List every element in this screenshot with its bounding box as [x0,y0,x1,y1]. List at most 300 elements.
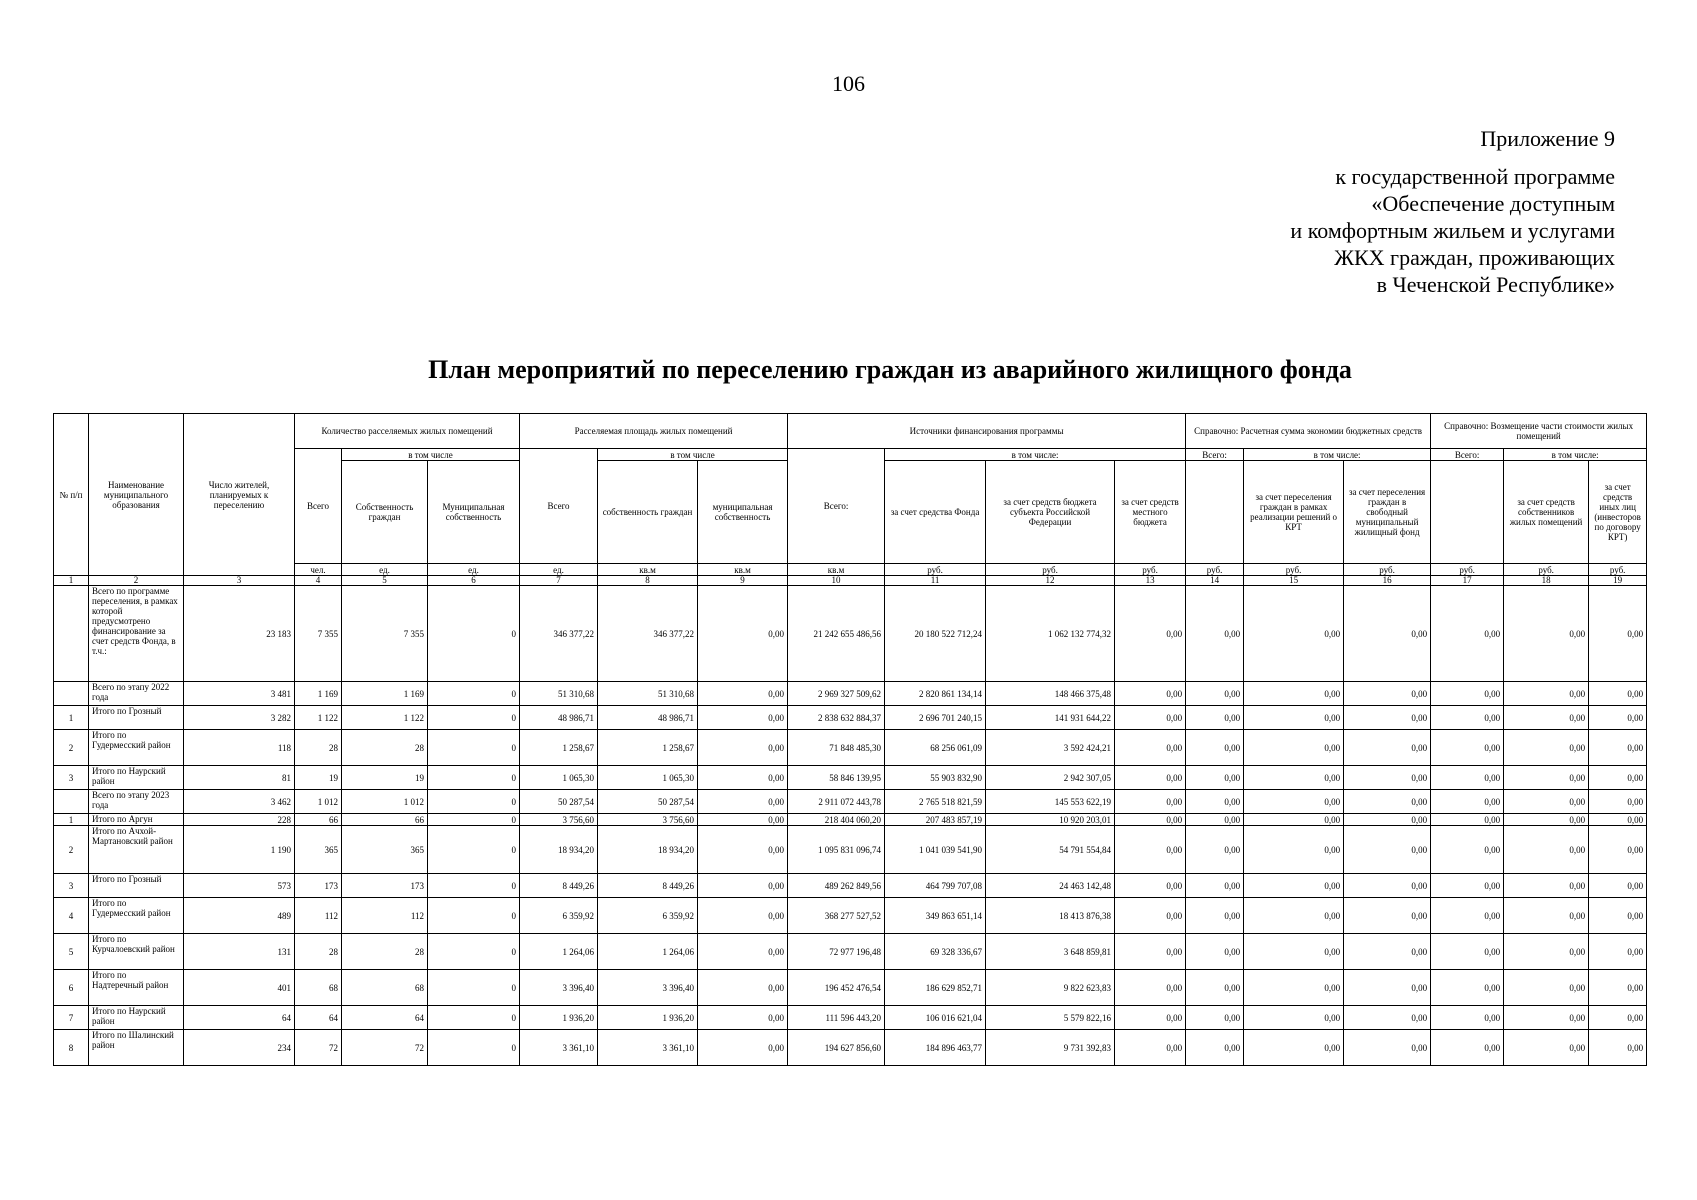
column-number: 1 [54,576,89,586]
row-value: 194 627 856,60 [788,1030,885,1066]
row-value: 48 986,71 [520,706,598,730]
table-row [54,814,1647,826]
row-number: 3 [54,874,89,898]
row-value: 0,00 [1589,730,1647,766]
row-number: 1 [54,814,89,826]
row-value: 0,00 [1244,814,1344,826]
unit-cell: руб. [1186,564,1244,576]
row-value: 0,00 [698,586,788,682]
row-value: 0,00 [1115,814,1186,826]
row-value: 0 [428,586,520,682]
row-value: 1 065,30 [520,766,598,790]
header-own-citizens: Собственность граждан [342,461,428,564]
column-number: 11 [885,576,986,586]
row-value: 18 934,20 [598,826,698,874]
row-value: 0,00 [1244,970,1344,1006]
row-value: 173 [295,874,342,898]
row-value: 368 277 527,52 [788,898,885,934]
row-value: 0 [428,814,520,826]
row-value: 28 [295,934,342,970]
column-number: 14 [1186,576,1244,586]
row-value: 0,00 [1589,682,1647,706]
unit-cell: кв.м [698,564,788,576]
header-finance-group: Источники финансирования программы [788,414,1186,449]
row-value: 0,00 [698,1006,788,1030]
row-value: 0,00 [698,766,788,790]
row-value: 0,00 [1115,1030,1186,1066]
row-value: 0 [428,826,520,874]
row-value: 1 065,30 [598,766,698,790]
row-value: 0,00 [1115,826,1186,874]
row-value: 0 [428,706,520,730]
row-value: 1 169 [295,682,342,706]
row-value: 71 848 485,30 [788,730,885,766]
row-value: 0,00 [1186,790,1244,814]
row-value: 28 [342,934,428,970]
row-value: 0,00 [1244,790,1344,814]
row-value: 8 449,26 [598,874,698,898]
column-number: 8 [598,576,698,586]
row-value: 64 [184,1006,295,1030]
row-name: Итого по Грозный [89,874,184,898]
row-value: 55 903 832,90 [885,766,986,790]
row-value: 18 413 876,38 [986,898,1115,934]
unit-cell: чел. [295,564,342,576]
row-value: 19 [342,766,428,790]
row-value: 0,00 [1186,586,1244,682]
row-value: 64 [342,1006,428,1030]
row-value: 72 977 196,48 [788,934,885,970]
row-value: 51 310,68 [598,682,698,706]
row-value: 7 355 [295,586,342,682]
appendix-line: к государственной программе [1335,164,1615,189]
header-savings-total: Всего: [1186,449,1244,461]
row-value: 0,00 [1504,1006,1589,1030]
row-value: 0,00 [1504,706,1589,730]
column-number: 6 [428,576,520,586]
row-value: 3 481 [184,682,295,706]
row-name: Итого по Курчалоевский район [89,934,184,970]
header-area-total: Всего [520,449,598,564]
row-number: 6 [54,970,89,1006]
header-compensation-total: Всего: [1431,449,1504,461]
row-value: 0,00 [1504,766,1589,790]
header-area-incl: в том числе [598,449,788,461]
header-owners: за счет средств собственников жилых помещений [1504,461,1589,564]
row-value: 0,00 [698,730,788,766]
row-number: 8 [54,1030,89,1066]
unit-cell: ед. [342,564,428,576]
row-value: 0,00 [1431,826,1504,874]
row-value: 0,00 [1589,586,1647,682]
row-value: 9 822 623,83 [986,970,1115,1006]
column-number: 18 [1504,576,1589,586]
header-count-group: Количество расселяемых жилых помещений [295,414,520,449]
header-count-total: Всего [295,449,342,564]
row-number: 2 [54,826,89,874]
appendix-line: и комфортным жильем и услугами [1290,218,1615,243]
table-row [54,1030,1647,1066]
row-value: 0,00 [1504,586,1589,682]
table-header [54,414,1647,586]
row-value: 1 264,06 [520,934,598,970]
row-value: 8 449,26 [520,874,598,898]
row-value: 0,00 [698,814,788,826]
table-row [54,874,1647,898]
row-value: 5 579 822,16 [986,1006,1115,1030]
row-name: Всего по программе переселения, в рамках которой предусмотрено финансирование за счет средств Фонда, в т.ч.: [89,586,184,682]
row-number: 7 [54,1006,89,1030]
row-value: 0,00 [1504,682,1589,706]
unit-cell: руб. [885,564,986,576]
row-value: 2 969 327 509,62 [788,682,885,706]
row-name: Итого по Шалинский район [89,1030,184,1066]
row-value: 0,00 [1115,682,1186,706]
row-value: 0,00 [1431,730,1504,766]
row-value: 2 765 518 821,59 [885,790,986,814]
row-value: 0,00 [1344,814,1431,826]
row-value: 0,00 [698,970,788,1006]
row-number [54,682,89,706]
row-value: 0,00 [1504,790,1589,814]
row-value: 3 592 424,21 [986,730,1115,766]
row-value: 0,00 [1244,934,1344,970]
row-value: 131 [184,934,295,970]
row-value: 2 838 632 884,37 [788,706,885,730]
row-value: 0,00 [1244,730,1344,766]
row-value: 401 [184,970,295,1006]
row-value: 0,00 [698,826,788,874]
row-value: 0,00 [1186,682,1244,706]
row-value: 0,00 [1244,898,1344,934]
row-value: 1 122 [295,706,342,730]
unit-cell: ед. [428,564,520,576]
row-value: 0 [428,898,520,934]
row-value: 0,00 [698,898,788,934]
row-value: 1 062 132 774,32 [986,586,1115,682]
page-number: 106 [832,71,865,96]
unit-cell: ед. [520,564,598,576]
appendix-line: «Обеспечение доступным [1371,191,1615,216]
header-area-group: Расселяемая площадь жилых помещений [520,414,788,449]
row-value: 207 483 857,19 [885,814,986,826]
row-value: 0 [428,730,520,766]
header-no: № п/п [54,414,89,576]
row-value: 3 648 859,81 [986,934,1115,970]
row-value: 218 404 060,20 [788,814,885,826]
table-row [54,766,1647,790]
row-value: 50 287,54 [598,790,698,814]
row-value: 0,00 [1344,1030,1431,1066]
row-value: 0,00 [1504,874,1589,898]
resettlement-plan-table [53,413,1647,1066]
header-compensation-incl: в том числе: [1504,449,1647,461]
header-subject-budget: за счет средств бюджета субъекта Российской Федерации [986,461,1115,564]
row-value: 0,00 [1431,790,1504,814]
unit-cell: кв.м [788,564,885,576]
row-value: 0,00 [1344,898,1431,934]
row-value: 0 [428,934,520,970]
appendix-line: в Чеченской Республике» [1376,272,1615,297]
row-number: 3 [54,766,89,790]
row-value: 2 942 307,05 [986,766,1115,790]
column-number: 10 [788,576,885,586]
row-value: 0,00 [1115,1006,1186,1030]
row-value: 0,00 [1344,706,1431,730]
row-value: 0,00 [1186,730,1244,766]
row-value: 196 452 476,54 [788,970,885,1006]
row-value: 23 183 [184,586,295,682]
row-value: 0,00 [1344,586,1431,682]
row-value: 0,00 [1431,586,1504,682]
table-row [54,898,1647,934]
appendix-line: ЖКХ граждан, проживающих [1334,245,1615,270]
row-value: 112 [295,898,342,934]
row-name: Итого по Грозный [89,706,184,730]
table-row [54,1006,1647,1030]
row-number: 2 [54,730,89,766]
row-value: 349 863 651,14 [885,898,986,934]
row-value: 6 359,92 [598,898,698,934]
header-savings-incl: в том числе: [1244,449,1431,461]
column-number: 17 [1431,576,1504,586]
column-number: 16 [1344,576,1431,586]
row-value: 24 463 142,48 [986,874,1115,898]
row-value: 112 [342,898,428,934]
table-row [54,730,1647,766]
row-value: 2 911 072 443,78 [788,790,885,814]
row-value: 0,00 [1589,814,1647,826]
row-value: 54 791 554,84 [986,826,1115,874]
row-value: 346 377,22 [598,586,698,682]
row-value: 0 [428,766,520,790]
row-name: Всего по этапу 2022 года [89,682,184,706]
column-number: 7 [520,576,598,586]
row-name: Всего по этапу 2023 года [89,790,184,814]
row-value: 0,00 [1344,1006,1431,1030]
row-value: 0,00 [1344,790,1431,814]
row-value: 28 [342,730,428,766]
row-value: 0,00 [1504,826,1589,874]
row-value: 0,00 [1186,814,1244,826]
row-number: 5 [54,934,89,970]
row-value: 68 [295,970,342,1006]
row-value: 106 016 621,04 [885,1006,986,1030]
column-number: 9 [698,576,788,586]
column-number: 15 [1244,576,1344,586]
row-name: Итого по Наурский район [89,766,184,790]
header-residents: Число жителей, планируемых к переселению [184,414,295,576]
unit-cell: руб. [986,564,1115,576]
row-value: 0,00 [1244,1030,1344,1066]
row-number [54,790,89,814]
row-value: 0,00 [1431,814,1504,826]
row-name: Итого по Надтеречный район [89,970,184,1006]
row-value: 0,00 [1504,814,1589,826]
row-value: 0,00 [1115,898,1186,934]
unit-cell: кв.м [598,564,698,576]
row-value: 0,00 [1431,766,1504,790]
row-value: 0,00 [1344,682,1431,706]
row-value: 0,00 [1115,586,1186,682]
row-value: 18 934,20 [520,826,598,874]
header-krt: за счет переселения граждан в рамках реализации решений о КРТ [1244,461,1344,564]
row-value: 0,00 [1115,730,1186,766]
row-value: 3 396,40 [598,970,698,1006]
row-value: 2 820 861 134,14 [885,682,986,706]
row-value: 0,00 [1115,874,1186,898]
unit-cell: руб. [1115,564,1186,576]
table-body [54,586,1647,1066]
row-value: 58 846 139,95 [788,766,885,790]
header-name: Наименование муниципального образования [89,414,184,576]
row-value: 2 696 701 240,15 [885,706,986,730]
header-compensation-total-blank [1431,461,1504,564]
row-value: 0,00 [1589,934,1647,970]
row-value: 0,00 [698,1030,788,1066]
unit-cell: руб. [1431,564,1504,576]
row-value: 0,00 [1431,706,1504,730]
row-value: 0,00 [1186,706,1244,730]
row-value: 9 731 392,83 [986,1030,1115,1066]
table-row [54,826,1647,874]
column-number: 19 [1589,576,1647,586]
row-value: 0,00 [1244,826,1344,874]
row-value: 0,00 [1431,682,1504,706]
row-value: 68 256 061,09 [885,730,986,766]
header-savings-total-blank [1186,461,1244,564]
row-value: 20 180 522 712,24 [885,586,986,682]
row-value: 0,00 [1186,1030,1244,1066]
row-value: 0,00 [1344,766,1431,790]
row-value: 51 310,68 [520,682,598,706]
row-value: 10 920 203,01 [986,814,1115,826]
row-value: 0,00 [1504,934,1589,970]
row-name: Итого по Гудермесский район [89,730,184,766]
row-value: 489 [184,898,295,934]
table-row [54,934,1647,970]
appendix-block [1095,125,1615,298]
row-value: 0,00 [1344,730,1431,766]
row-value: 111 596 443,20 [788,1006,885,1030]
unit-cell: руб. [1504,564,1589,576]
row-value: 0,00 [1344,826,1431,874]
row-value: 19 [295,766,342,790]
row-value: 0,00 [1431,898,1504,934]
row-value: 1 264,06 [598,934,698,970]
row-name: Итого по Гудермесский район [89,898,184,934]
unit-cell: руб. [1244,564,1344,576]
row-value: 81 [184,766,295,790]
row-value: 0,00 [1244,706,1344,730]
row-value: 573 [184,874,295,898]
row-value: 50 287,54 [520,790,598,814]
row-value: 3 361,10 [598,1030,698,1066]
row-value: 0,00 [1589,970,1647,1006]
row-value: 0,00 [1115,706,1186,730]
row-value: 0,00 [1589,1006,1647,1030]
row-value: 1 169 [342,682,428,706]
header-own-citizens-area: собственность граждан [598,461,698,564]
header-other-persons: за счет средств иных лиц (инвесторов по договору КРТ) [1589,461,1647,564]
row-value: 3 462 [184,790,295,814]
row-value: 0,00 [1431,1030,1504,1066]
row-value: 0 [428,1030,520,1066]
appendix-title: Приложение 9 [1480,126,1615,151]
row-value: 464 799 707,08 [885,874,986,898]
header-savings-group: Справочно: Расчетная сумма экономии бюджетных средств [1186,414,1431,449]
row-value: 0,00 [1115,934,1186,970]
header-fund: за счет средства Фонда [885,461,986,564]
row-value: 184 896 463,77 [885,1030,986,1066]
row-value: 28 [295,730,342,766]
row-value: 489 262 849,56 [788,874,885,898]
row-value: 48 986,71 [598,706,698,730]
row-value: 0,00 [1589,898,1647,934]
row-value: 64 [295,1006,342,1030]
unit-cell: руб. [1589,564,1647,576]
row-value: 148 466 375,48 [986,682,1115,706]
row-value: 68 [342,970,428,1006]
row-value: 0,00 [698,682,788,706]
row-value: 1 095 831 096,74 [788,826,885,874]
row-name: Итого по Ачхой-Мартановский район [89,826,184,874]
row-value: 0,00 [1589,790,1647,814]
column-number: 13 [1115,576,1186,586]
row-value: 0,00 [1244,586,1344,682]
column-number: 3 [184,576,295,586]
row-value: 365 [295,826,342,874]
column-numbers-row [54,576,1647,586]
row-value: 0,00 [1186,970,1244,1006]
row-value: 365 [342,826,428,874]
row-value: 118 [184,730,295,766]
row-value: 0,00 [1504,1030,1589,1066]
row-value: 0,00 [1186,874,1244,898]
header-compensation-group: Справочно: Возмещение части стоимости жилых помещений [1431,414,1647,449]
row-value: 1 012 [342,790,428,814]
row-value: 0,00 [1244,682,1344,706]
row-value: 0,00 [1504,970,1589,1006]
row-value: 0,00 [1115,766,1186,790]
row-value: 346 377,22 [520,586,598,682]
row-value: 1 122 [342,706,428,730]
header-municipal-own: Муниципальная собственность [428,461,520,564]
row-value: 0,00 [1244,766,1344,790]
row-value: 141 931 644,22 [986,706,1115,730]
row-value: 1 936,20 [598,1006,698,1030]
header-municipal-own-area: муниципальная собственность [698,461,788,564]
table-row [54,970,1647,1006]
table-row [54,790,1647,814]
row-value: 3 396,40 [520,970,598,1006]
row-value: 228 [184,814,295,826]
row-value: 0 [428,970,520,1006]
row-value: 0,00 [1431,1006,1504,1030]
row-value: 72 [295,1030,342,1066]
table-row [54,706,1647,730]
row-value: 0,00 [1431,934,1504,970]
row-value: 145 553 622,19 [986,790,1115,814]
row-value: 0,00 [1115,790,1186,814]
column-number: 4 [295,576,342,586]
row-value: 1 936,20 [520,1006,598,1030]
row-value: 0,00 [698,934,788,970]
row-value: 0,00 [1504,898,1589,934]
row-value: 0,00 [698,706,788,730]
row-value: 0 [428,682,520,706]
column-number: 2 [89,576,184,586]
